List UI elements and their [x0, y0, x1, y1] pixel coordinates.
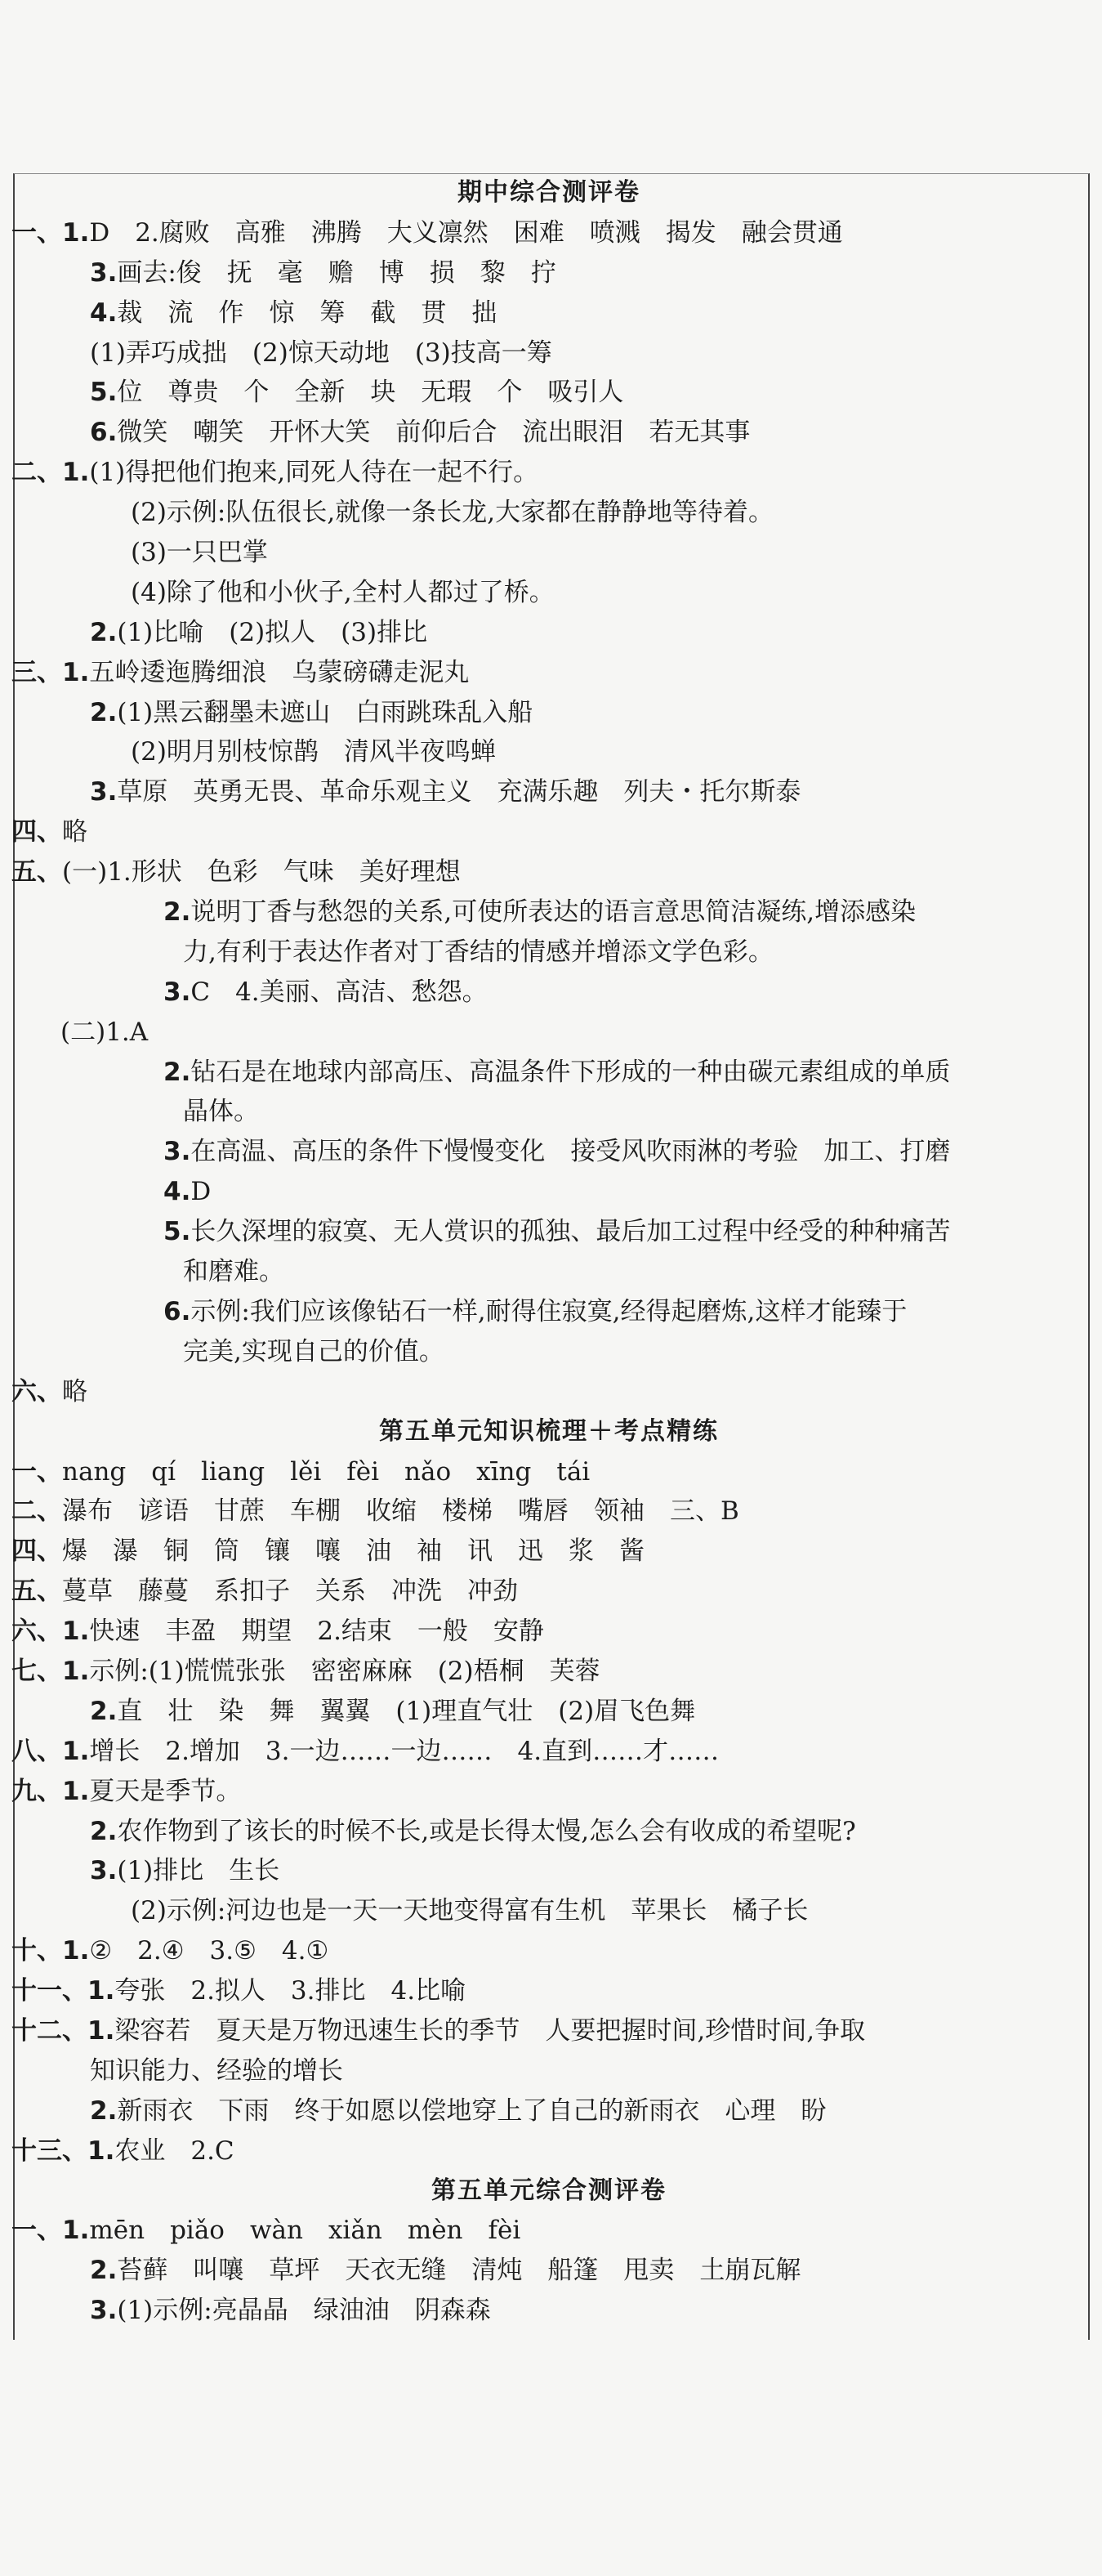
question-number: 3.: [90, 257, 118, 288]
question-number: 2.: [90, 697, 118, 727]
answer-text: (一)1.形状 色彩 气味 美好理想: [62, 857, 461, 888]
answer-line: [11, 1891, 1086, 1931]
answer-text: 爆 瀑 铜 筒 镶 嚷 油 袖 讯 迅 浆 酱: [62, 1536, 645, 1567]
question-number: 六、1.: [11, 1617, 90, 1647]
answer-text: (二)1.A: [60, 1017, 149, 1047]
answer-text: (2)示例:河边也是一天一天地变得富有生机 苹果长 橘子长: [131, 1896, 809, 1926]
answer-text: 裁 流 作 惊 筹 截 贯 拙: [117, 297, 497, 328]
answer-line: [11, 213, 1086, 253]
answer-text: (1)黑云翻墨未遮山 白雨跳珠乱入船: [117, 697, 533, 727]
answer-text: D: [190, 1177, 212, 1207]
question-number: 二、1.: [11, 458, 90, 488]
answer-line: [11, 1532, 1086, 1572]
answer-text: 农作物到了该长的时候不长,或是长得太慢,怎么会有收成的希望呢?: [117, 1816, 856, 1846]
answer-line: [11, 973, 1086, 1013]
question-number: 2.: [163, 1057, 191, 1087]
answer-line: [11, 1612, 1086, 1652]
answer-line: [11, 613, 1086, 653]
answer-text: (2)明月别枝惊鹊 清风半夜鸣蝉: [131, 737, 496, 767]
answer-text: mēn piǎo wàn xiǎn mèn fèi: [89, 2216, 521, 2246]
answer-line: [11, 1132, 1086, 1172]
answer-text: (1)比喻 (2)拟人 (3)排比: [117, 617, 428, 647]
answer-line: [11, 1971, 1086, 2011]
answer-text: 画去:俊 抚 毫 赡 博 损 黎 拧: [117, 257, 556, 288]
answer-text: 增长 2.增加 3.一边……一边…… 4.直到……才……: [89, 1736, 720, 1766]
question-number: 2.: [90, 2256, 118, 2286]
answer-text: 知识能力、经验的增长: [90, 2055, 343, 2086]
answer-text: 晶体。: [183, 1097, 259, 1127]
answer-line: [11, 812, 1086, 852]
question-number: 2.: [90, 2095, 118, 2126]
answer-line: [11, 1652, 1086, 1692]
answer-line: [11, 1292, 1086, 1332]
question-number: 5.: [90, 378, 118, 408]
answer-text: 位 尊贵 个 全新 块 无瑕 个 吸引人: [117, 378, 624, 408]
answer-line: [11, 533, 1086, 573]
answer-line: [11, 1252, 1086, 1292]
answer-text: 略: [62, 1376, 87, 1407]
answer-text: 草原 英勇无畏、革命乐观主义 充满乐趣 列夫・托尔斯泰: [117, 777, 801, 807]
answer-line: [11, 2291, 1086, 2331]
answer-text: 农业 2.C: [114, 2135, 234, 2166]
answer-line: [11, 1851, 1086, 1891]
question-number: 2.: [90, 1816, 118, 1846]
question-number: 十、1.: [11, 1936, 90, 1966]
question-number: 一、1.: [11, 2216, 90, 2246]
question-number: 6.: [90, 418, 118, 448]
answer-text: 五岭逶迤腾细浪 乌蒙磅礴走泥丸: [89, 657, 470, 687]
question-number: 十二、1.: [11, 2015, 115, 2046]
question-number: 二、: [11, 1496, 62, 1527]
answer-line: [11, 1332, 1086, 1372]
question-number: 4.: [90, 297, 118, 328]
answer-line: [11, 1692, 1086, 1732]
answer-text: 夏天是季节。: [89, 1776, 242, 1806]
question-number: 十三、1.: [11, 2135, 115, 2166]
answer-text: 长久深埋的寂寞、无人赏识的孤独、最后加工过程中经受的种种痛苦: [190, 1217, 951, 1247]
answer-text: 在高温、高压的条件下慢慢变化 接受风吹雨淋的考验 加工、打磨: [190, 1137, 951, 1167]
question-number: 3.: [163, 1137, 191, 1167]
answer-line: [11, 2211, 1086, 2251]
answer-line: [11, 693, 1086, 733]
answer-line: [11, 1092, 1086, 1132]
question-number: 一、1.: [11, 217, 90, 248]
answer-line: [11, 1372, 1086, 1412]
answer-text: (1)排比 生长: [117, 1856, 280, 1886]
answer-text: (2)示例:队伍很长,就像一条长龙,大家都在静静地等待着。: [131, 498, 774, 528]
answer-line: [11, 333, 1086, 373]
answer-line: [11, 293, 1086, 333]
question-number: 六、: [11, 1376, 62, 1407]
answer-text: (4)除了他和小伙子,全村人都过了桥。: [131, 577, 555, 607]
answer-text: 夸张 2.拟人 3.排比 4.比喻: [114, 1976, 466, 2006]
answer-text: (1)示例:亮晶晶 绿油油 阴森森: [117, 2296, 491, 2326]
question-number: 四、: [11, 1536, 62, 1567]
answer-line: [11, 1491, 1086, 1532]
question-number: 2.: [163, 897, 191, 928]
answer-line: [11, 772, 1086, 812]
answer-line: [11, 732, 1086, 772]
answer-line: [11, 892, 1086, 932]
question-number: 九、1.: [11, 1776, 90, 1806]
answer-line: [11, 1053, 1086, 1093]
question-number: 五、: [11, 857, 62, 888]
answer-line: [11, 1172, 1086, 1212]
answer-text: D 2.腐败 高雅 沸腾 大义凛然 困难 喷溅 揭发 融会贯通: [89, 217, 843, 248]
answer-line: [11, 1212, 1086, 1252]
question-number: 十一、1.: [11, 1976, 115, 2006]
answer-line: [11, 2251, 1086, 2291]
question-number: 四、: [11, 817, 62, 847]
question-number: 三、1.: [11, 657, 90, 687]
answer-line: [11, 373, 1086, 413]
answer-text: 完美,实现自己的价值。: [183, 1336, 444, 1366]
answer-text: 说明丁香与愁怨的关系,可使所表达的语言意思简洁凝练,增添感染: [190, 897, 917, 928]
answer-line: [11, 1772, 1086, 1812]
question-number: 3.: [90, 2296, 118, 2326]
answer-line: [11, 1812, 1086, 1852]
answer-line: [11, 1732, 1086, 1772]
question-number: 5.: [163, 1217, 191, 1247]
answer-line: [11, 2091, 1086, 2131]
answer-text: 示例:我们应该像钻石一样,耐得住寂寞,经得起磨炼,这样才能臻于: [190, 1296, 908, 1326]
answer-text: 和磨难。: [183, 1257, 284, 1287]
question-number: 七、1.: [11, 1656, 90, 1686]
answer-text: nang qí liang lěi fèi nǎo xīng tái: [62, 1456, 591, 1487]
answer-line: [11, 2051, 1086, 2091]
answer-line: [11, 1013, 1086, 1053]
answer-text: (1)得把他们抱来,同死人待在一起不行。: [89, 458, 539, 488]
question-number: 3.: [90, 1856, 118, 1886]
answer-line: [11, 413, 1086, 453]
answer-text: 新雨衣 下雨 终于如愿以偿地穿上了自己的新雨衣 心理 盼: [117, 2095, 827, 2126]
answer-text: 直 壮 染 舞 翼翼 (1)理直气壮 (2)眉飞色舞: [117, 1696, 696, 1726]
answer-text: 力,有利于表达作者对丁香结的情感并增添文学色彩。: [183, 937, 774, 967]
answer-text: 蔓草 藤蔓 系扣子 关系 冲洗 冲劲: [62, 1576, 518, 1607]
answer-line: [11, 2131, 1086, 2171]
question-number: 一、: [11, 1456, 62, 1487]
answer-text: 梁容若 夏天是万物迅速生长的季节 人要把握时间,珍惜时间,争取: [114, 2015, 866, 2046]
answer-line: [11, 1931, 1086, 1971]
answer-text: 略: [62, 817, 87, 847]
answer-text: 钻石是在地球内部高压、高温条件下形成的一种由碳元素组成的单质: [190, 1057, 951, 1087]
answer-line: [11, 2011, 1086, 2051]
answer-line: [11, 253, 1086, 293]
answer-text: 微笑 嘲笑 开怀大笑 前仰后合 流出眼泪 若无其事: [117, 418, 751, 448]
answer-text: 快速 丰盈 期望 2.结束 一般 安静: [89, 1617, 544, 1647]
answer-text: 示例:(1)慌慌张张 密密麻麻 (2)梧桐 芙蓉: [89, 1656, 600, 1686]
answer-text: (1)弄巧成拙 (2)惊天动地 (3)技高一筹: [90, 338, 552, 368]
question-number: 2.: [90, 617, 118, 647]
answer-line: [11, 573, 1086, 613]
answer-text: ② 2.④ 3.⑤ 4.①: [89, 1936, 329, 1966]
answer-text: 苔藓 叫嚷 草坪 天衣无缝 清炖 船篷 甩卖 土崩瓦解: [117, 2256, 801, 2286]
answer-line: [11, 932, 1086, 973]
answer-line: [11, 1452, 1086, 1492]
question-number: 八、1.: [11, 1736, 90, 1766]
answer-line: [11, 1572, 1086, 1612]
answer-text: 瀑布 谚语 甘蔗 车棚 收缩 楼梯 嘴唇 领袖 三、B: [62, 1496, 739, 1527]
answer-text: C 4.美丽、高洁、愁怨。: [190, 977, 488, 1007]
section-title: 第五单元知识梳理＋考点精练: [379, 1416, 719, 1446]
question-number: 2.: [90, 1696, 118, 1726]
question-number: 3.: [163, 977, 191, 1007]
answer-text: (3)一只巴掌: [131, 538, 268, 568]
question-number: 6.: [163, 1296, 191, 1326]
answer-line: [11, 453, 1086, 493]
question-number: 3.: [90, 777, 118, 807]
section-title: 期中综合测评卷: [457, 178, 640, 207]
question-number: 4.: [163, 1177, 191, 1207]
answer-key-content: [11, 173, 1086, 2331]
section-title: 第五单元综合测评卷: [431, 2176, 667, 2205]
answer-line: [11, 493, 1086, 533]
question-number: 五、: [11, 1576, 62, 1607]
answer-line: [11, 653, 1086, 693]
answer-line: [11, 852, 1086, 892]
